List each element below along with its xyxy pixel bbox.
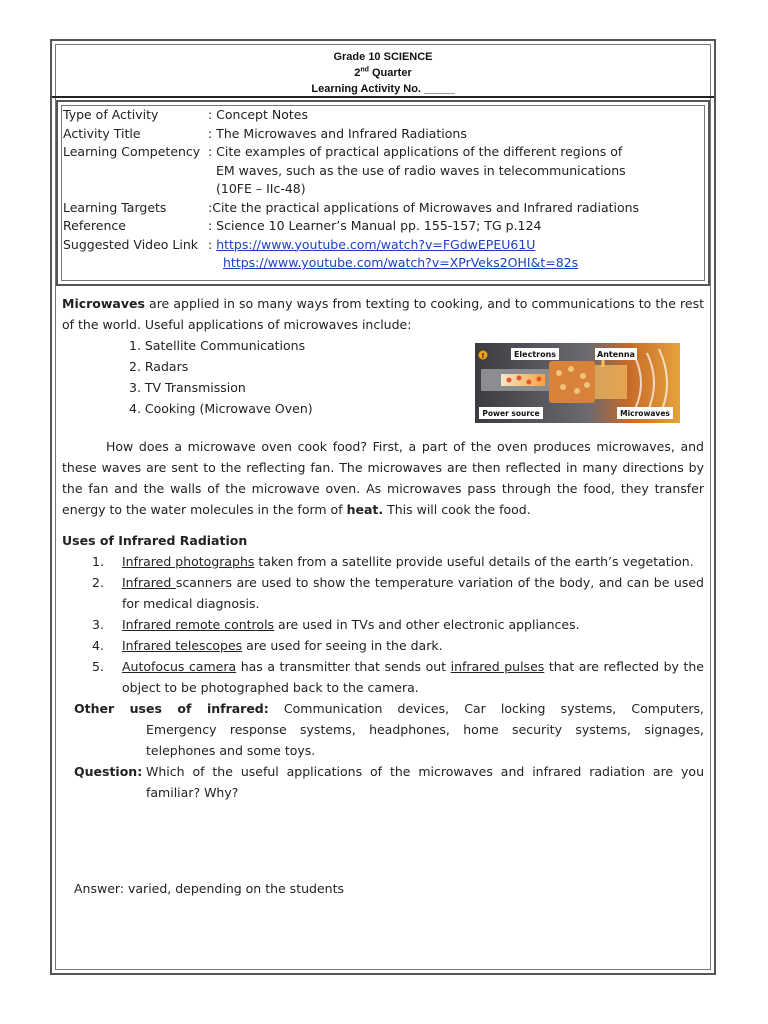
explanation-text: How does a microwave oven cook food? First, a part of the oven produces microwaves, and these waves are sent to the reflecting fan. The microwaves are then reflected in many directions by the fan and the walls of the microwave oven. As microwaves pass through the food, they transfer energy to the water molecules in the form of [62, 439, 704, 517]
type-value: : Concept Notes [208, 107, 308, 122]
item-number: 2. [92, 575, 104, 590]
infrared-heading: Uses of Infrared Radiation [62, 533, 248, 548]
power-source-label: Power source [482, 409, 540, 418]
question [62, 761, 704, 803]
reference-value: : Science 10 Learner’s Manual pp. 155-157; TG p.124 [208, 218, 542, 233]
video-colon: : [208, 236, 217, 252]
microwaves-intro [62, 293, 704, 335]
microwave-wave [635, 357, 641, 409]
other-uses-text: Emergency response systems, headphones, home security systems, signages, telephones and some toys. [146, 722, 704, 758]
electron-dot [560, 384, 566, 390]
list-item: 2. Radars [129, 359, 189, 374]
electrons-label: Electrons [513, 350, 557, 359]
microwave-wave [659, 349, 667, 417]
item-term: Autofocus camera [122, 659, 237, 674]
title-label: Activity Title [63, 125, 141, 141]
other-uses-label: Other uses of infrared: [74, 701, 269, 716]
list-item [62, 614, 704, 635]
electron-dot [507, 378, 512, 383]
microwave-wave [647, 353, 654, 413]
info-row-competency [63, 143, 713, 162]
video-link-2[interactable]: https://www.youtube.com/watch?v=XPrVeks2OHI&t=82s [223, 255, 579, 270]
targets-value: :Cite the practical applications of Microwaves and Infrared radiations [208, 199, 640, 215]
other-uses [62, 698, 704, 761]
microwaves-term: Microwaves [62, 296, 145, 311]
list-item: 3. TV Transmission [129, 380, 246, 395]
item-text: are used for seeing in the dark. [242, 638, 443, 653]
electron-dot [568, 366, 574, 372]
item-text: taken from a satellite provide useful details of the earth’s vegetation. [254, 554, 694, 569]
competency-label: Learning Competency [63, 144, 201, 159]
electron-dot [537, 377, 542, 382]
reference-label: Reference [63, 218, 126, 233]
microwaves-intro-text: are applied in so many ways from texting to cooking, and to communications to the rest of the world. Useful applications of microwaves include: [62, 296, 704, 332]
item-number: 4. [92, 638, 104, 653]
item-text-end: that are reflected by the object to be photographed back to the camera. [122, 659, 704, 695]
electron-dot [574, 388, 580, 394]
item-term: Infrared remote controls [122, 617, 275, 632]
item-number: 1. [92, 554, 104, 569]
info-row-video [63, 236, 713, 255]
competency-value: : Cite examples of practical applications of the different regions of [208, 144, 623, 159]
info-row-title [63, 125, 713, 144]
question-label: Question: [74, 764, 143, 779]
other-uses-text-start: Communication devices, Car locking systems, Computers, [283, 701, 705, 716]
info-row-targets [63, 199, 713, 218]
item-term: Infrared [122, 575, 176, 590]
quarter-word: Quarter [372, 67, 412, 79]
info-row-type [63, 106, 713, 125]
electron-dot [517, 376, 522, 381]
microwaves-label: Microwaves [620, 409, 670, 418]
magnetron-illustration [475, 343, 680, 423]
grade-title: Grade 10 SCIENCE [333, 51, 433, 63]
quarter-line [52, 65, 714, 81]
electron-dot [527, 380, 532, 385]
explanation-end: This will cook the food. [383, 502, 531, 517]
electron-dot [584, 382, 590, 388]
info-row-reference [63, 217, 713, 236]
competency-value-continued: EM waves, such as the use of radio waves in telecommunications [216, 162, 626, 178]
microwave-oven-explanation [62, 436, 704, 520]
infrared-uses-list [62, 551, 704, 698]
quarter-suffix: nd [360, 66, 369, 74]
sheet-header [52, 49, 714, 97]
heat-term: heat. [346, 502, 384, 517]
electron-dot [556, 370, 562, 376]
electron-dot [580, 373, 586, 379]
microwave-oven-diagram [475, 343, 680, 423]
item-term: Infrared telescopes [122, 638, 243, 653]
item-number: 5. [92, 659, 104, 674]
list-item: 4. Cooking (Microwave Oven) [129, 401, 313, 416]
type-label: Type of Activity [63, 107, 159, 122]
item-text: are used in TVs and other electronic appliances. [274, 617, 580, 632]
competency-code: (10FE – IIc-48) [216, 181, 306, 196]
video-link-1[interactable]: https://www.youtube.com/watch?v=FGdwEPEU61U [216, 236, 536, 252]
svg-text:!: ! [481, 352, 485, 360]
activity-sheet [50, 39, 716, 975]
list-item [62, 656, 704, 698]
question-text: Which of the useful applications of the microwaves and infrared radiation are you familiar? Why? [146, 764, 704, 800]
quarter-number: 2 [354, 67, 361, 79]
antenna-emitter [595, 365, 627, 399]
title-value: : The Microwaves and Infrared Radiations [208, 125, 467, 141]
item-text: scanners are used to show the temperature variation of the body, and can be used for medical diagnosis. [122, 575, 704, 611]
list-item [62, 635, 704, 656]
antenna-label: Antenna [597, 350, 635, 359]
video-label: Suggested Video Link [63, 236, 199, 252]
activity-info [63, 106, 713, 273]
activity-number: Learning Activity No. _____ [311, 83, 455, 95]
item-text: has a transmitter that sends out [236, 659, 451, 674]
answer: Answer: varied, depending on the students [74, 881, 344, 896]
item-term-2: infrared pulses [450, 659, 545, 674]
list-item: 1. Satellite Communications [129, 338, 306, 353]
item-term: Infrared photographs [122, 554, 255, 569]
header-divider [52, 96, 714, 98]
list-item [62, 551, 704, 572]
list-item [62, 572, 704, 614]
activity-info-box [56, 100, 710, 286]
targets-label: Learning Targets [63, 199, 167, 215]
item-number: 3. [92, 617, 104, 632]
